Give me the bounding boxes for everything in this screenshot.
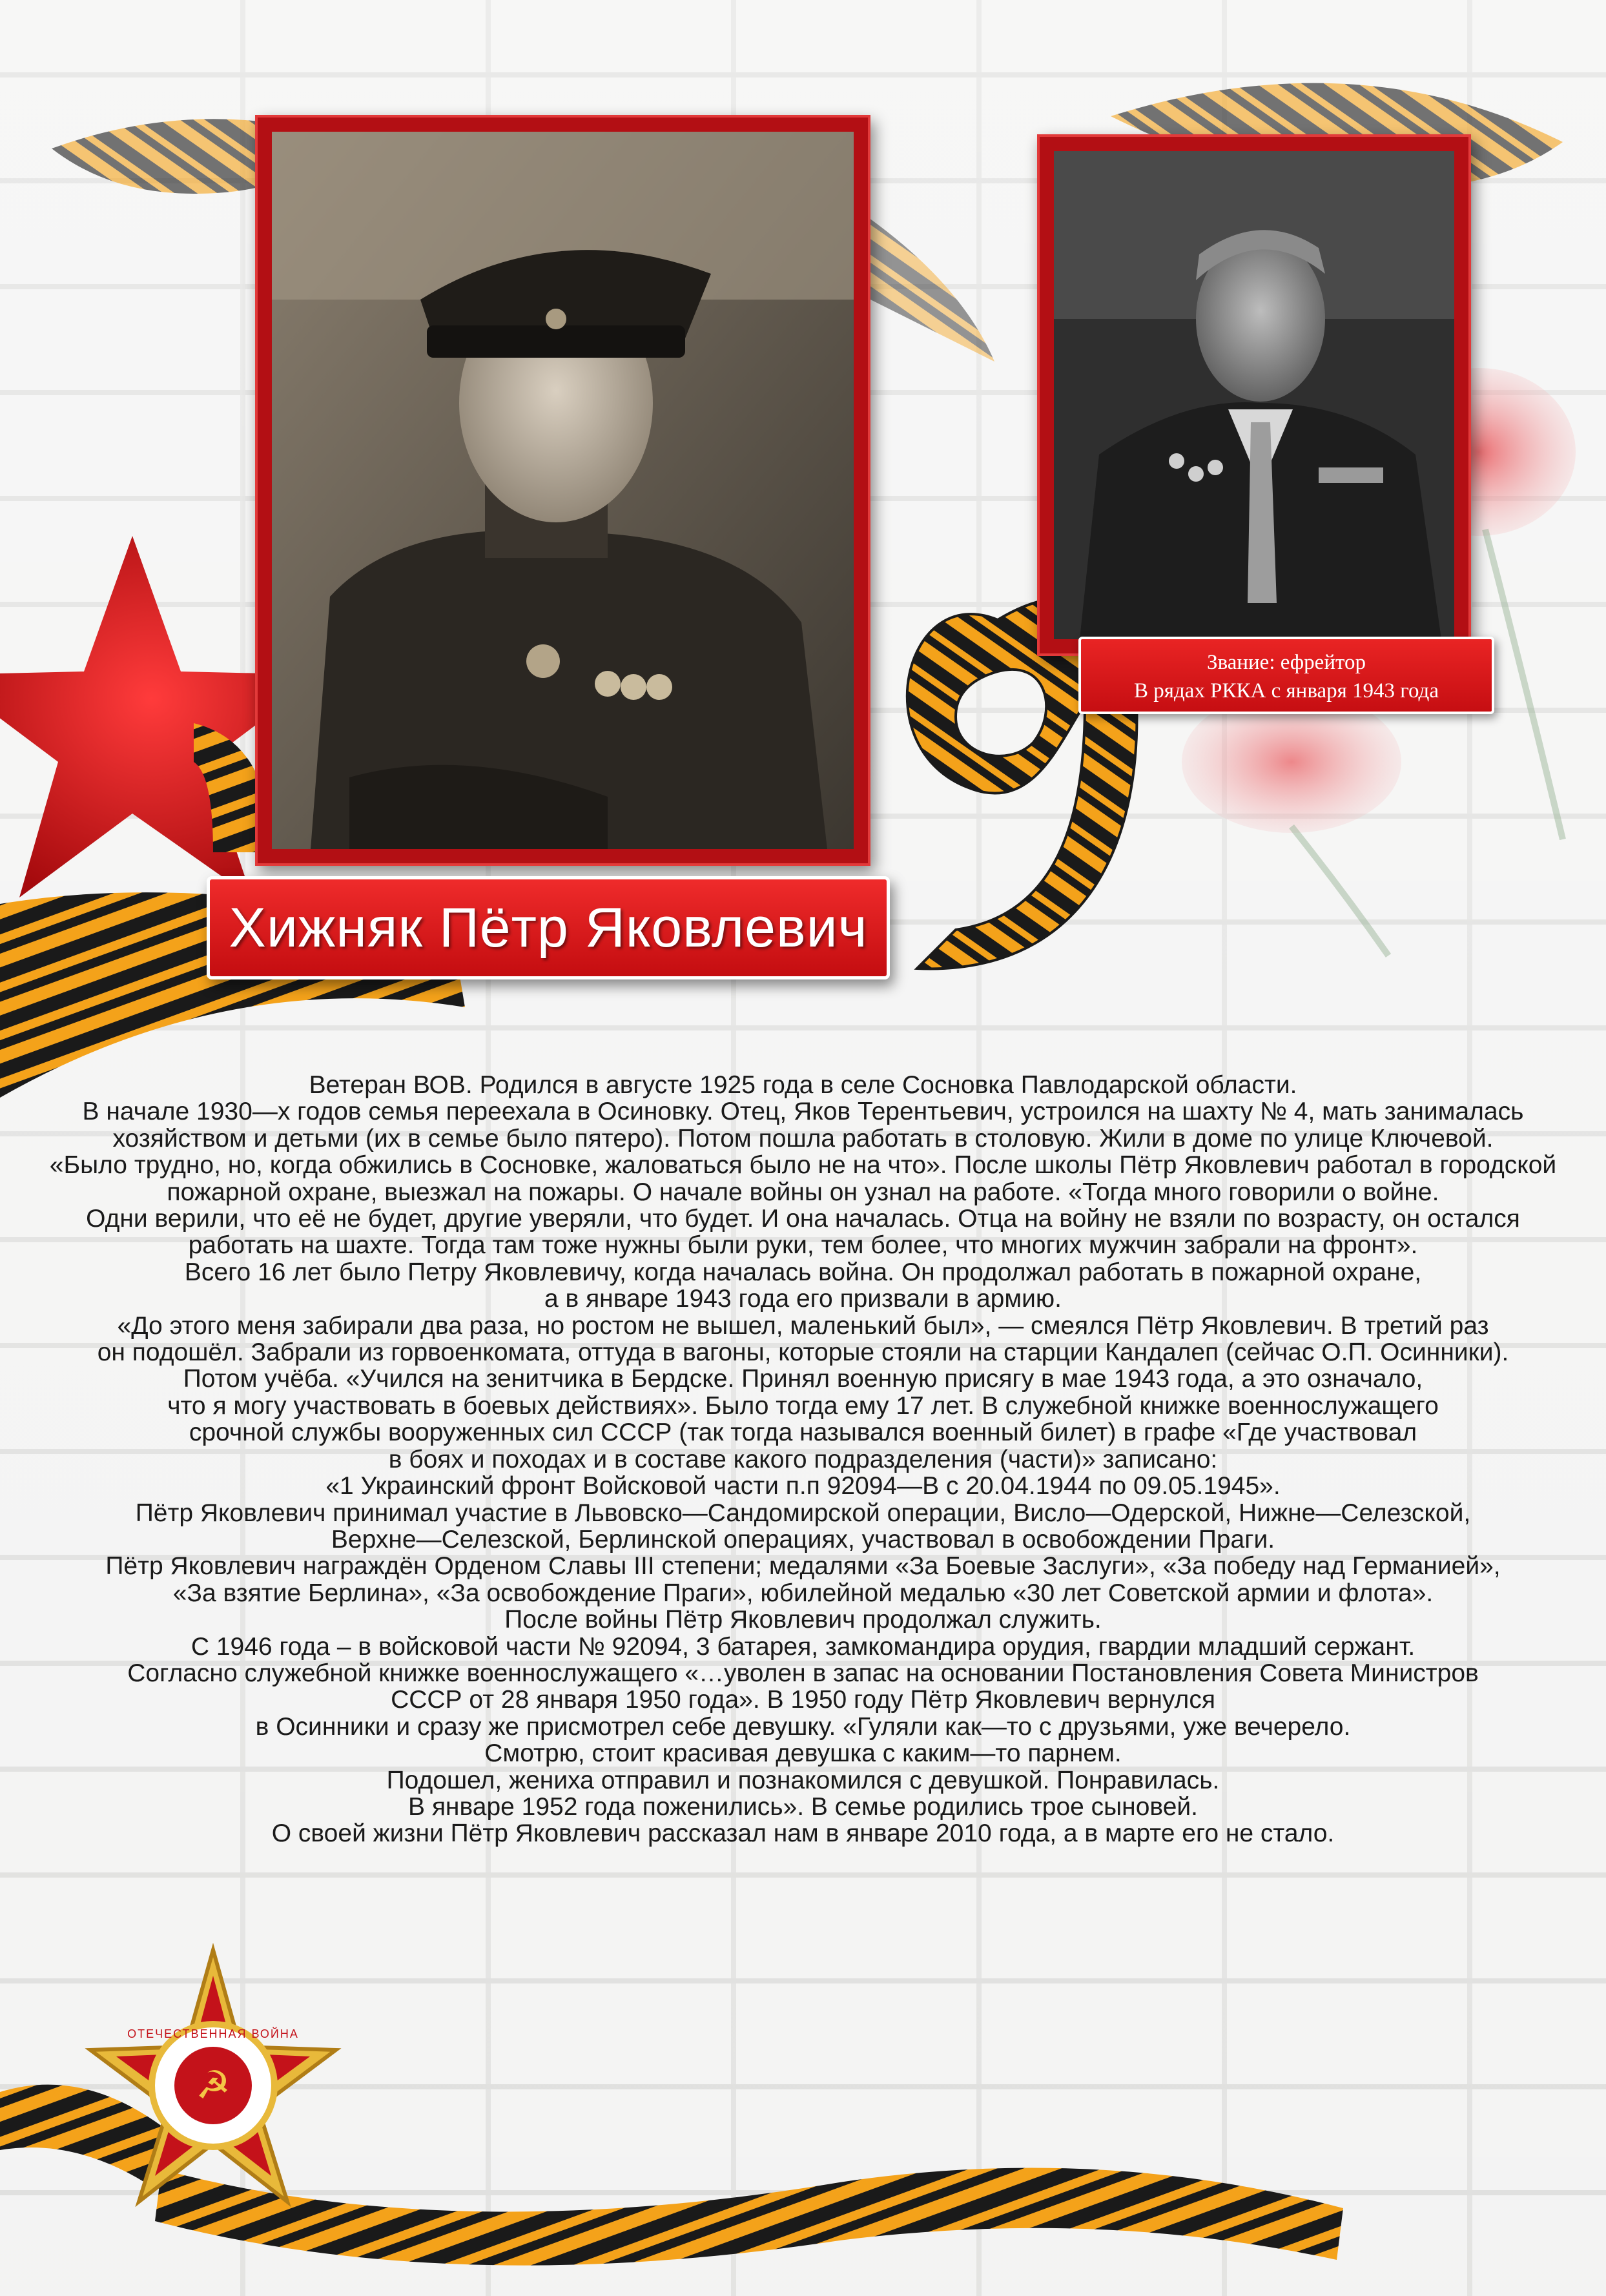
rank-plate — [1078, 637, 1494, 714]
bio-line: В январе 1952 года поженились». В семье родились трое сыновей. — [407, 1792, 1199, 1821]
bio-line: После войны Пётр Яковлевич продолжал служить. — [504, 1606, 1102, 1634]
carnation-stem — [1292, 826, 1388, 956]
bio-line: он подошёл. Забрали из горвоенкомата, оттуда в вагоны, которые стояли на старции Кандалеп (сейчас О.П. Осинники). — [97, 1338, 1509, 1367]
bio-line: Пётр Яковлевич принимал участие в Львовско—Сандомирской операции, Висло—Одерской, Нижне—Селезской, — [135, 1499, 1471, 1527]
bio-line: С 1946 года – в войсковой части № 92094, 3 батарея, замкомандира орудия, гвардии младший сержант. — [190, 1632, 1416, 1661]
svg-text:☭: ☭ — [196, 2063, 231, 2108]
veteran-name: Хижняк Пётр Яковлевич — [229, 896, 868, 959]
bio-line: «1 Украинский фронт Войсковой части п.п 92094—В с 20.04.1944 по 09.05.1945». — [325, 1472, 1281, 1501]
portrait-old-image — [1054, 151, 1454, 639]
bio-line: Одни верили, что её не будет, другие уверяли, что будет. И она началась. Отца на войну не взяли по возрасту, он остался — [86, 1205, 1520, 1233]
bio-line: работать на шахте. Тогда там тоже нужны были руки, тем более, что многих мужчин забрали на фронт». — [188, 1231, 1418, 1260]
bio-line: Пётр Яковлевич награждён Орденом Славы III степени; медалями «За Боевые Заслуги», «За победу над Германией», — [105, 1552, 1501, 1581]
name-plate — [207, 876, 890, 979]
bio-line: В начале 1930—х годов семья переехала в Осиновку. Отец, Яков Терентьевич, устроился на шахту № 4, мать занималась — [82, 1098, 1524, 1126]
bio-line: О своей жизни Пётр Яковлевич рассказал нам в январе 2010 года, а в марте его не стало. — [271, 1819, 1335, 1848]
biography-text — [26, 1072, 1580, 1847]
service-text: В рядах РККА с января 1943 года — [1134, 679, 1439, 702]
bio-line: «Было трудно, но, когда обжились в Сосновке, жаловаться было не на что». После школы Пётр Яковлевич работал в городской — [49, 1151, 1557, 1180]
bio-line: а в январе 1943 года его призвали в армию. — [544, 1285, 1062, 1313]
bio-line: Потом учёба. «Учился на зенитчика в Бердске. Принял военную присягу в мае 1943 года, а это означало, — [183, 1365, 1423, 1393]
bio-line: в боях и походах и в составе какого подразделения (части)» записано: — [388, 1445, 1218, 1473]
photo-frame-old — [1037, 134, 1471, 656]
bio-line: что я могу участвовать в боевых действиях». Было тогда ему 17 лет. В служебной книжке военнослужащего — [167, 1391, 1439, 1420]
portrait-old-photo — [1054, 151, 1454, 639]
carnation-stem — [1485, 529, 1563, 839]
bio-line: Ветеран ВОВ. Родился в августе 1925 года в селе Сосновка Павлодарской области. — [309, 1071, 1297, 1099]
badge-inscription: ОТЕЧЕСТВЕННАЯ ВОЙНА — [127, 2027, 299, 2040]
ribbon-bottom — [155, 2168, 1343, 2266]
bio-line: «За взятие Берлина», «За освобождение Праги», юбилейной медалью «30 лет Советской армии и флота». — [172, 1579, 1434, 1607]
rank-text: Звание: ефрейтор — [1207, 651, 1366, 674]
bio-line: срочной службы вооруженных сил СССР (так тогда назывался военный билет) в графе «Где участвовал — [189, 1419, 1417, 1447]
portrait-young-image — [272, 132, 854, 849]
bio-line: «До этого меня забирали два раза, но ростом не вышел, маленький был», — смеялся Пётр Яковлевич. В третий раз — [117, 1311, 1489, 1340]
photo-frame-young — [255, 115, 870, 866]
bio-line: хозяйством и детьми (их в семье было пятеро). Потом пошла работать в столовую. Жили в доме по улице Ключевой. — [112, 1124, 1494, 1153]
bio-line: в Осинники и сразу же присмотрел себе девушку. «Гуляли как—то с друзьями, уже вечерело. — [255, 1712, 1351, 1741]
bio-line: пожарной охране, выезжал на пожары. О начале войны он узнал на работе. «Тогда много говорили о войне. — [167, 1178, 1439, 1206]
bio-line: Всего 16 лет было Петру Яковлевичу, когда началась война. Он продолжал работать в пожарной охране, — [184, 1258, 1422, 1286]
ribbon-bottom-left-end — [0, 2085, 168, 2189]
bio-line: Смотрю, стоит красивая девушка с каким—то парнем. — [484, 1739, 1122, 1768]
bio-line: Согласно служебной книжке военнослужащего «…уволен в запас на основании Постановления Совета Министров — [127, 1659, 1479, 1687]
bio-line: СССР от 28 января 1950 года». В 1950 году Пётр Яковлевич вернулся — [391, 1686, 1215, 1714]
bio-line: Верхне—Селезской, Берлинской операциях, участвовал в освобождении Праги. — [331, 1525, 1275, 1553]
bio-line: Подошел, жениха отправил и познакомился с девушкой. Понравилась. — [386, 1766, 1220, 1794]
portrait-young-photo — [272, 132, 854, 849]
